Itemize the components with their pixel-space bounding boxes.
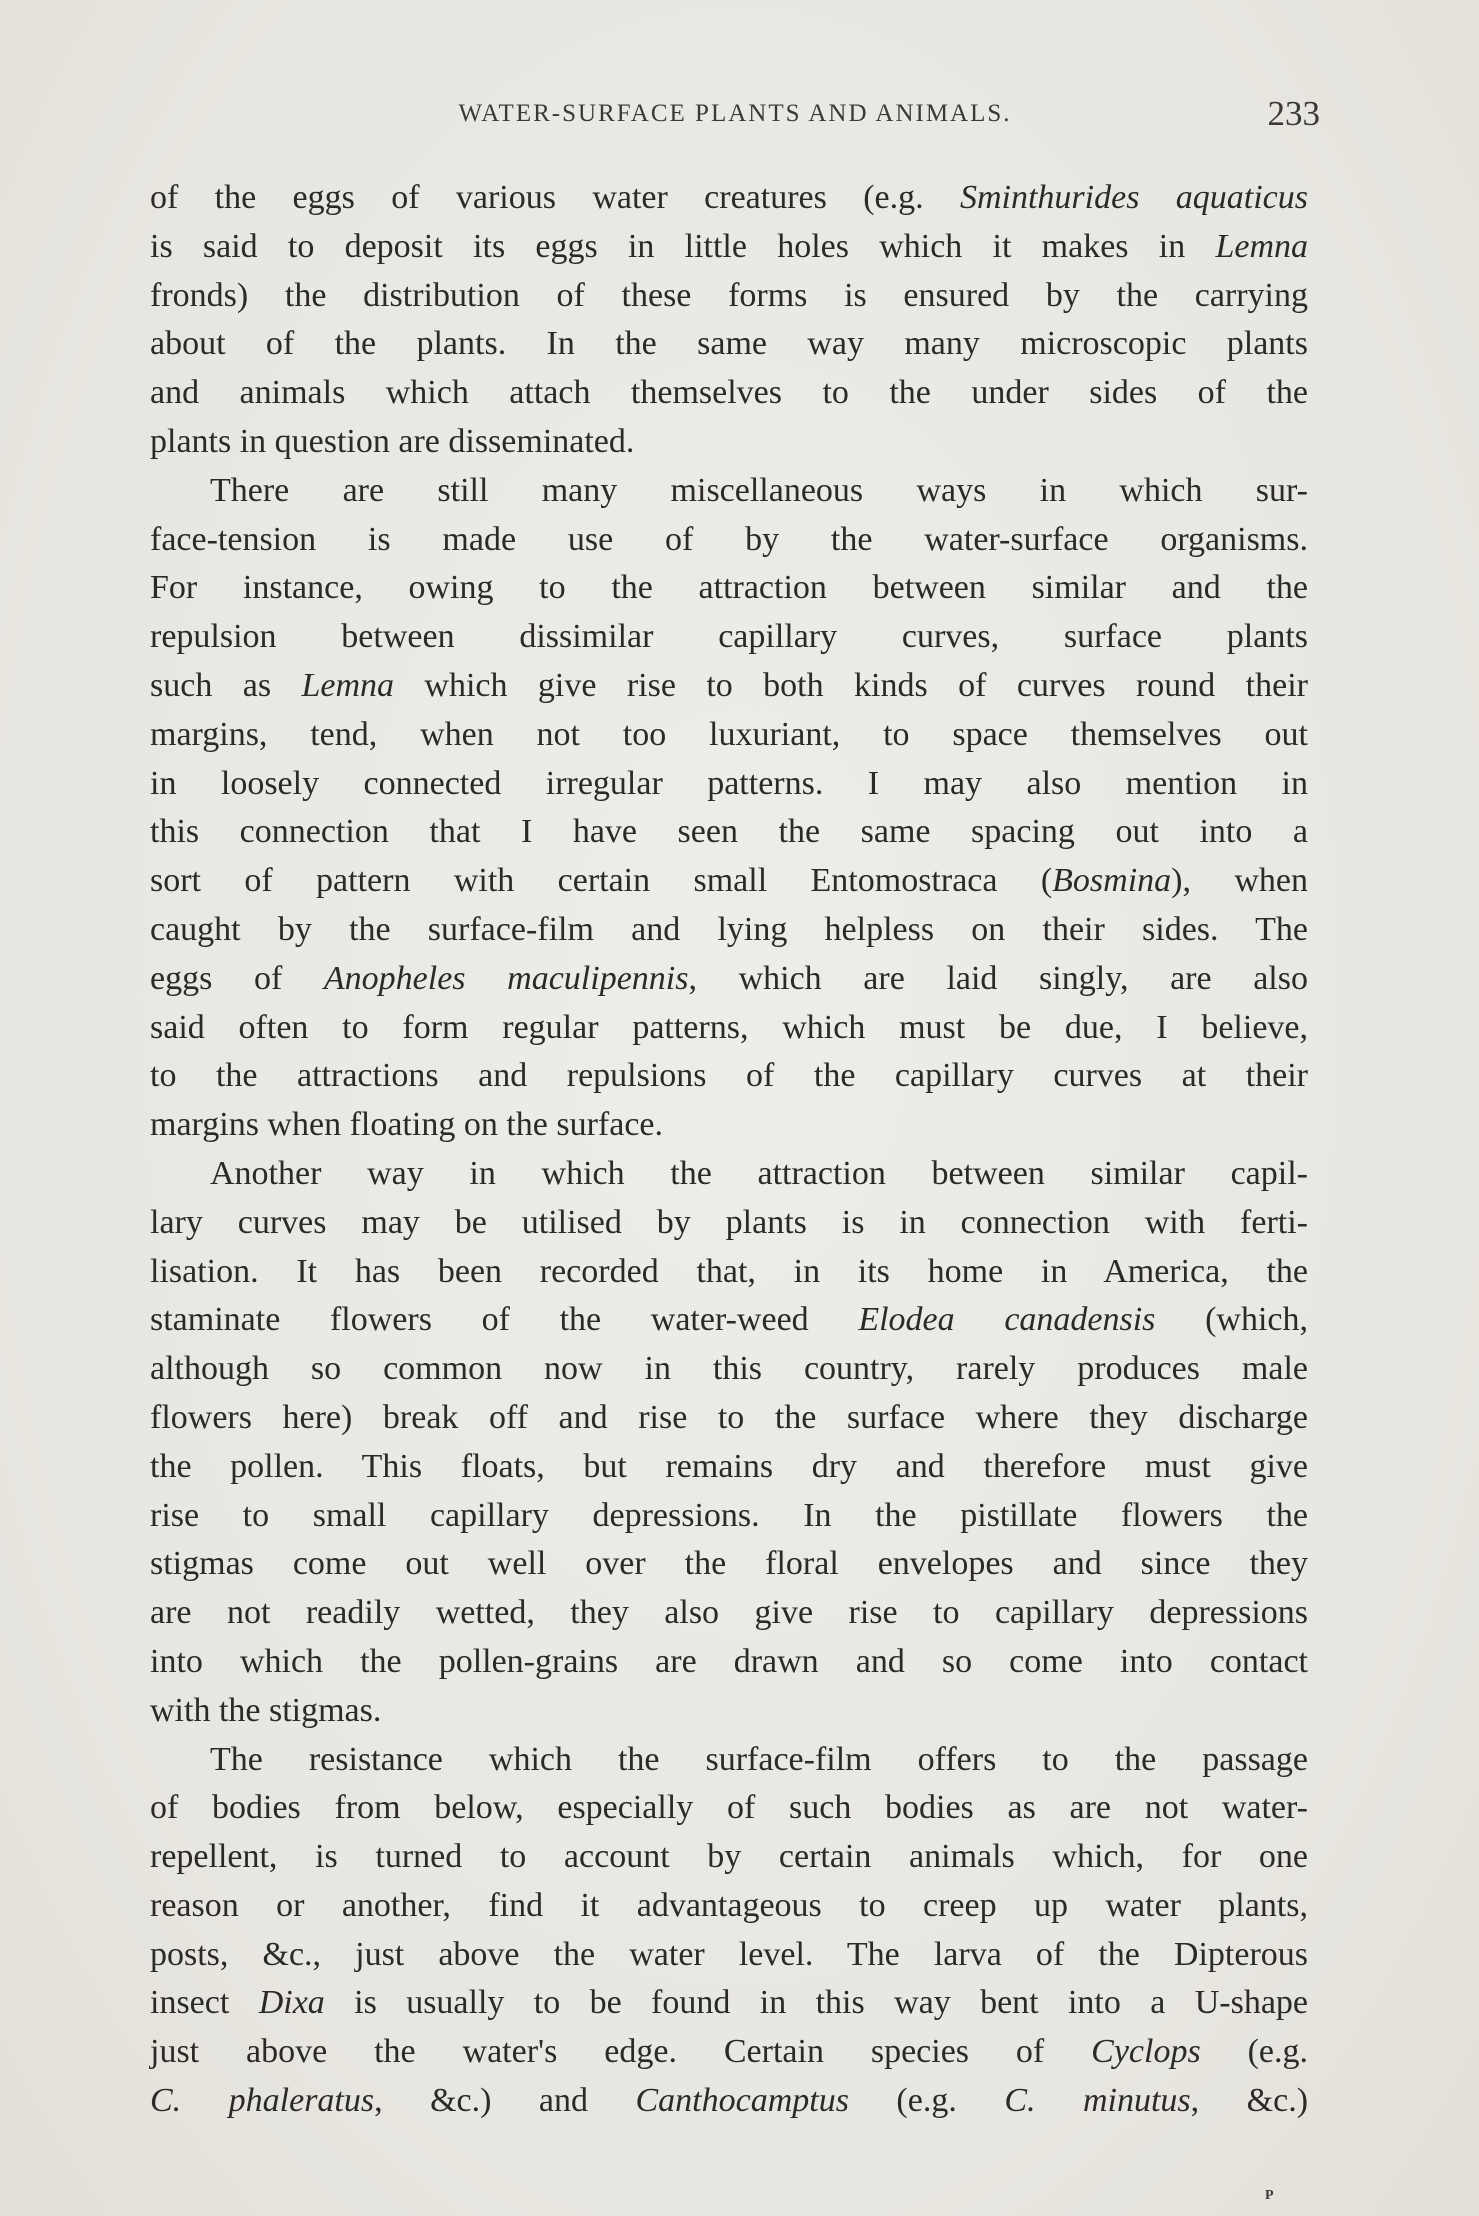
text-line: The resistance which the surface-film offers to the passage bbox=[210, 1740, 1308, 1778]
text-line: about of the plants. In the same way many microscopic plants bbox=[150, 325, 1308, 363]
text-line: repellent, is turned to account by certain animals which, for one bbox=[150, 1838, 1308, 1876]
running-head bbox=[150, 94, 1320, 140]
text-line: of bodies from below, especially of such bodies as are not water- bbox=[150, 1789, 1308, 1827]
text-line: lary curves may be utilised by plants is in connection with ferti- bbox=[150, 1203, 1308, 1241]
text-line: into which the pollen-grains are drawn and so come into contact bbox=[150, 1642, 1308, 1680]
text-line: stigmas come out well over the floral envelopes and since they bbox=[150, 1545, 1308, 1583]
text-line: rise to small capillary depressions. In the pistillate flowers the bbox=[150, 1496, 1308, 1534]
text-line: For instance, owing to the attraction between similar and the bbox=[150, 569, 1308, 607]
text-line: reason or another, find it advantageous to creep up water plants, bbox=[150, 1886, 1308, 1924]
text-line: are not readily wetted, they also give rise to capillary depressions bbox=[150, 1594, 1308, 1632]
text-line: repulsion between dissimilar capillary curves, surface plants bbox=[150, 618, 1308, 656]
text-line: of the eggs of various water creatures (e.g. Sminthurides aquaticus bbox=[150, 179, 1308, 216]
running-title: WATER-SURFACE PLANTS AND ANIMALS. bbox=[458, 100, 1012, 127]
text-line: with the stigmas. bbox=[150, 1691, 382, 1729]
text-line: face-tension is made use of by the water-surface organisms. bbox=[150, 520, 1308, 558]
text-line: Another way in which the attraction between similar capil- bbox=[210, 1154, 1308, 1192]
text-line: although so common now in this country, rarely produces male bbox=[150, 1350, 1308, 1388]
text-line: C. phaleratus, &c.) and Canthocamptus (e.g. C. minutus, &c.) bbox=[150, 2082, 1309, 2120]
text-line: in loosely connected irregular patterns. I may also mention in bbox=[150, 764, 1308, 802]
text-line: is said to deposit its eggs in little holes which it makes in Lemna bbox=[150, 227, 1308, 265]
text-line: staminate flowers of the water-weed Elodea canadensis (which, bbox=[150, 1301, 1309, 1339]
body-text bbox=[150, 174, 1308, 2126]
text-line: lisation. It has been recorded that, in its home in America, the bbox=[150, 1252, 1308, 1290]
text-line: and animals which attach themselves to the under sides of the bbox=[150, 374, 1308, 412]
text-line: said often to form regular patterns, which must be due, I believe, bbox=[150, 1008, 1308, 1046]
text-line: margins when floating on the surface. bbox=[150, 1106, 664, 1144]
text-line: There are still many miscellaneous ways in which sur- bbox=[210, 471, 1308, 509]
text-line: insect Dixa is usually to be found in this way bent into a U-shape bbox=[150, 1984, 1308, 2022]
text-line: the pollen. This floats, but remains dry and therefore must give bbox=[150, 1447, 1308, 1485]
page-number: 233 bbox=[1267, 94, 1320, 133]
text-line: margins, tend, when not too luxuriant, to space themselves out bbox=[150, 715, 1308, 753]
text-line: to the attractions and repulsions of the capillary curves at their bbox=[150, 1057, 1308, 1095]
text-line: eggs of Anopheles maculipennis, which are laid singly, are also bbox=[150, 959, 1308, 997]
text-line: just above the water's edge. Certain species of Cyclops (e.g. bbox=[150, 2033, 1308, 2071]
text-line: caught by the surface-film and lying helpless on their sides. The bbox=[150, 910, 1308, 948]
text-line: such as Lemna which give rise to both kinds of curves round their bbox=[150, 666, 1308, 704]
text-line: posts, &c., just above the water level. The larva of the Dipterous bbox=[150, 1935, 1308, 1973]
text-line: this connection that I have seen the same spacing out into a bbox=[150, 813, 1308, 851]
text-line: flowers here) break off and rise to the surface where they discharge bbox=[150, 1398, 1308, 1436]
text-line: plants in question are disseminated. bbox=[150, 422, 635, 460]
text-line: fronds) the distribution of these forms is ensured by the carrying bbox=[150, 276, 1308, 314]
signature-mark: P bbox=[1265, 2188, 1274, 2203]
text-line: sort of pattern with certain small Entomostraca (Bosmina), when bbox=[150, 862, 1308, 900]
